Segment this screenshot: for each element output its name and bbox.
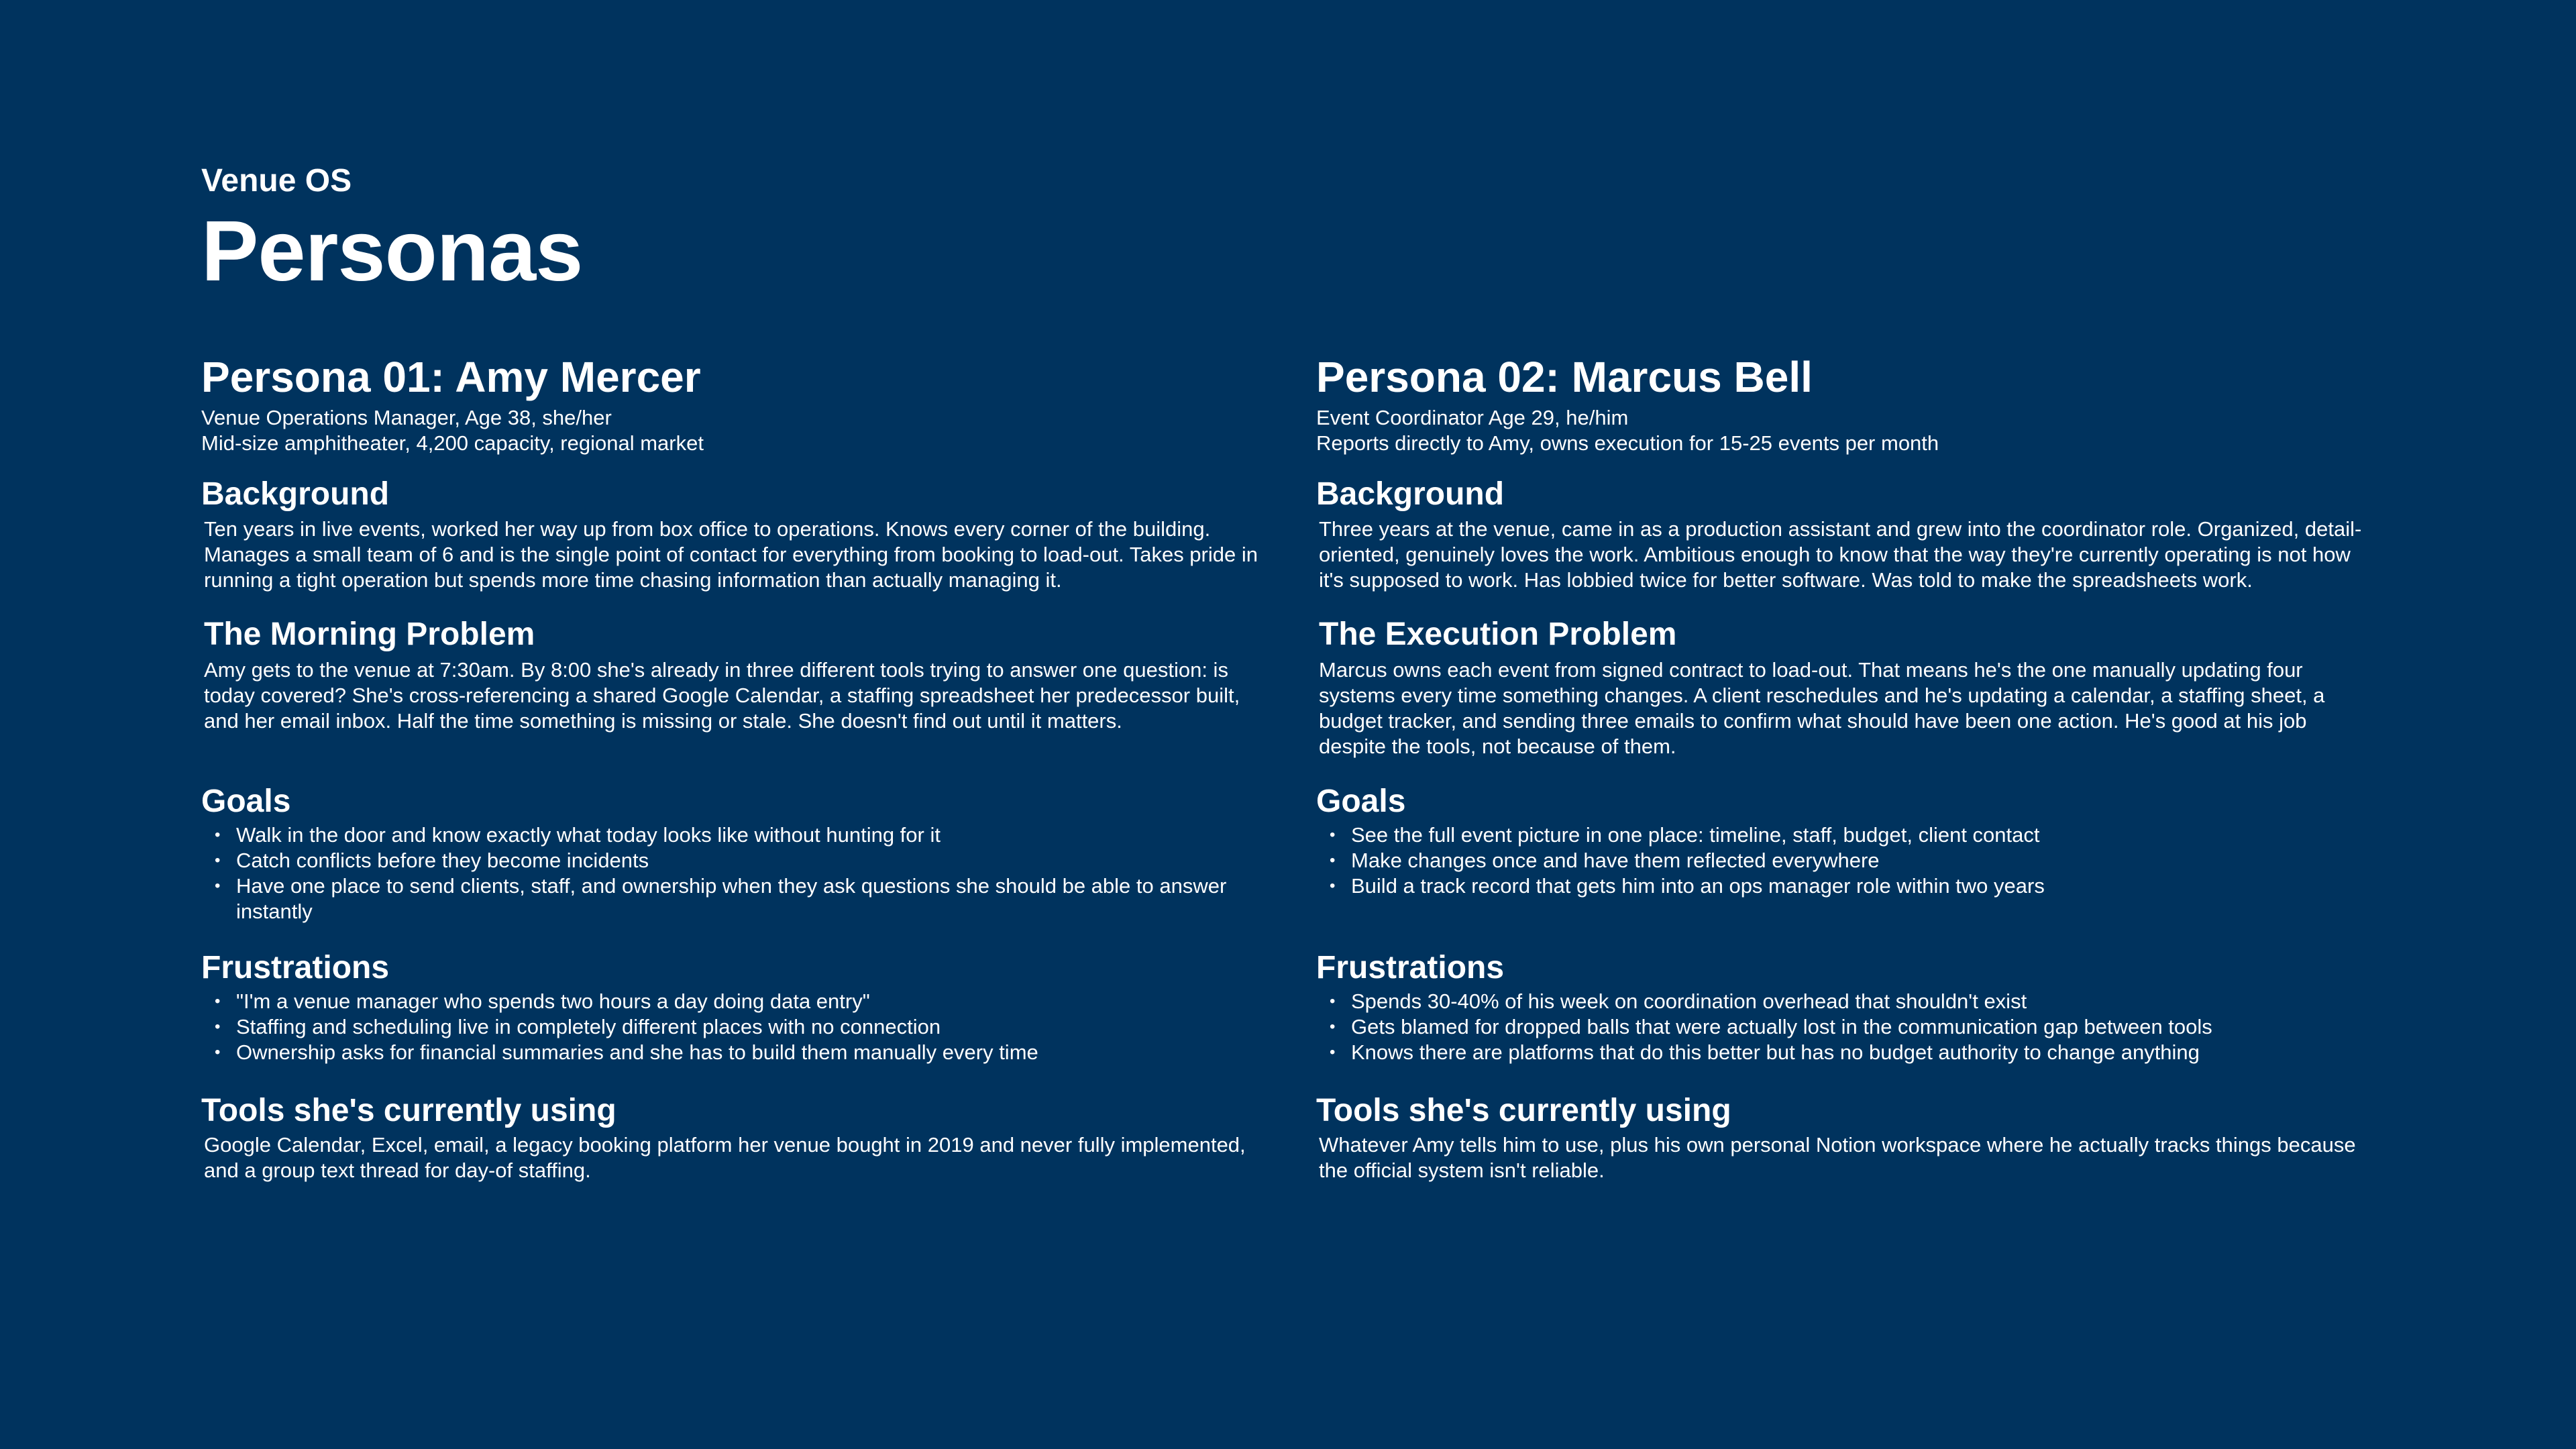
list-item: • Have one place to send clients, staff, and ownership when they ask questions she should be able to answer instantly	[215, 873, 1275, 924]
frustrations-list	[1330, 989, 2390, 1065]
tools-text: Whatever Amy tells him to use, plus his own personal Notion workspace where he actually tracks things because the official system isn't reliable.	[1319, 1133, 2356, 1182]
background-text: Three years at the venue, came in as a production assistant and grew into the coordinator role. Organized, detail-oriented, genuinely loves the work. Ambitious enough to know that the way they're currently operating is not how it's supposed to work. Has lobbied twice for better software. Was told to make the spreadsheets work.	[1319, 517, 2362, 592]
goals-heading: Goals	[1316, 784, 1406, 819]
page-title: Personas	[201, 203, 583, 299]
persona-context: Mid-size amphitheater, 4,200 capacity, regional market	[201, 431, 704, 455]
persona-role: Venue Operations Manager, Age 38, she/her	[201, 406, 612, 429]
list-item: • See the full event picture in one place: timeline, staff, budget, client contact	[1330, 822, 2390, 848]
problem-text: Marcus owns each event from signed contract to load-out. That means he's the one manually updating four systems every time something changes. A client reschedules and he's updating a calendar, a staffing sheet, a budget tracker, and sending three emails to confirm what should have been one action. He's good at his job despite the tools, not because of them.	[1319, 658, 2325, 758]
persona-name: Persona 01: Amy Mercer	[201, 353, 701, 401]
frustrations-heading: Frustrations	[201, 950, 390, 985]
list-item: • Gets blamed for dropped balls that were actually lost in the communication gap between tools	[1330, 1014, 2390, 1040]
list-item: • Staffing and scheduling live in completely different places with no connection	[215, 1014, 1275, 1040]
list-item: • Spends 30-40% of his week on coordination overhead that shouldn't exist	[1330, 989, 2390, 1014]
list-item: • Knows there are platforms that do this better but has no budget authority to change anything	[1330, 1040, 2390, 1065]
list-item: • Ownership asks for financial summaries and she has to build them manually every time	[215, 1040, 1275, 1065]
problem-heading: The Morning Problem	[204, 616, 535, 652]
problem-text: Amy gets to the venue at 7:30am. By 8:00 she's already in three different tools trying to answer one question: is today covered? She's cross-referencing a shared Google Calendar, a staffing spreadsheet her predecessor built, and her email inbox. Half the time something is missing or stale. She doesn't find out until it matters.	[204, 658, 1240, 733]
goals-list	[215, 822, 1275, 924]
persona-card-marcus	[1316, 349, 2390, 1182]
problem-heading: The Execution Problem	[1319, 616, 1677, 652]
tools-text: Google Calendar, Excel, email, a legacy booking platform her venue bought in 2019 and never fully implemented, and a group text thread for day-of staffing.	[204, 1133, 1246, 1182]
goals-list	[1330, 822, 2390, 899]
frustrations-heading: Frustrations	[1316, 950, 1505, 985]
list-item: • Build a track record that gets him into an ops manager role within two years	[1330, 873, 2390, 899]
app-name: Venue OS	[201, 163, 352, 199]
list-item: • Catch conflicts before they become incidents	[215, 848, 1275, 873]
goals-heading: Goals	[201, 784, 291, 819]
background-heading: Background	[1316, 476, 1505, 512]
list-item: • Walk in the door and know exactly what today looks like without hunting for it	[215, 822, 1275, 848]
tools-heading: Tools she's currently using	[1316, 1093, 1731, 1128]
frustrations-list	[215, 989, 1275, 1065]
tools-heading: Tools she's currently using	[201, 1093, 616, 1128]
persona-role: Event Coordinator Age 29, he/him	[1316, 406, 1629, 429]
persona-name: Persona 02: Marcus Bell	[1316, 353, 1813, 401]
persona-card-amy	[201, 349, 1275, 1182]
list-item: • "I'm a venue manager who spends two hours a day doing data entry"	[215, 989, 1275, 1014]
background-heading: Background	[201, 476, 390, 512]
persona-context: Reports directly to Amy, owns execution for 15-25 events per month	[1316, 431, 1939, 455]
list-item: • Make changes once and have them reflected everywhere	[1330, 848, 2390, 873]
background-text: Ten years in live events, worked her way up from box office to operations. Knows every corner of the building. Manages a small team of 6 and is the single point of contact for everything from booking to load-out. Takes pride in running a tight operation but spends more time chasing information than actually managing it.	[204, 517, 1258, 592]
